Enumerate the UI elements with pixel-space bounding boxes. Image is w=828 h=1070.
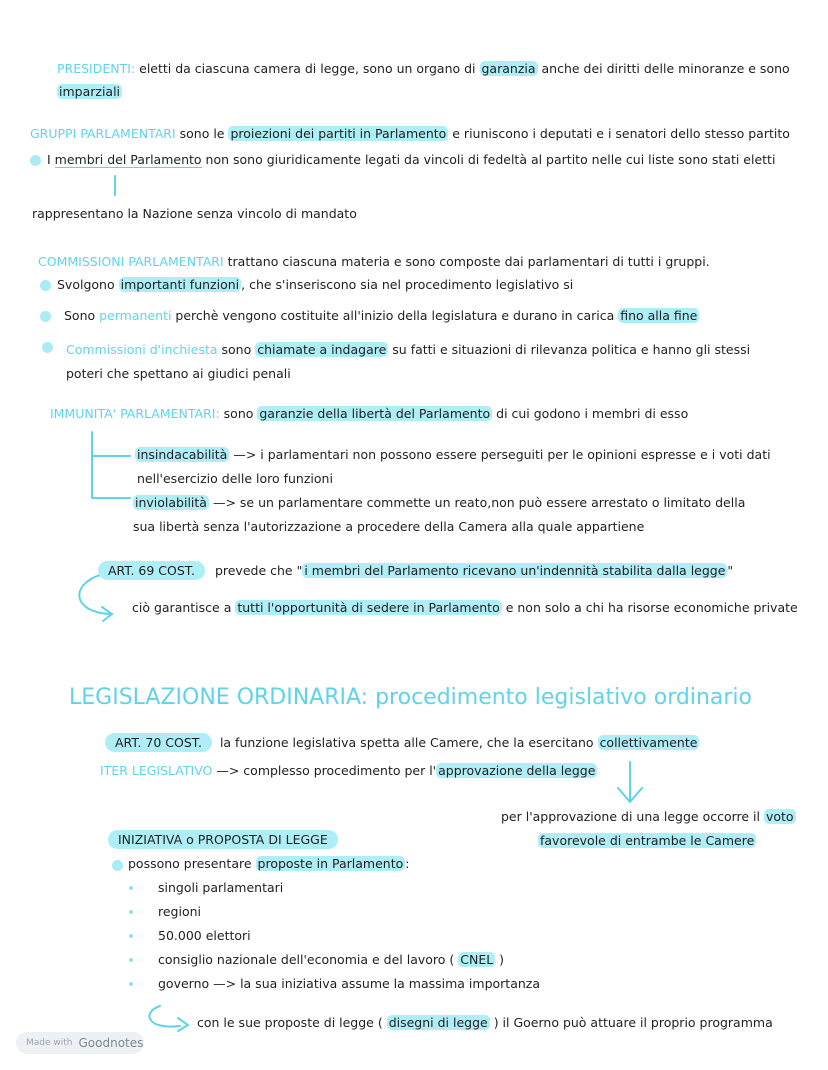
gruppi-bullet-underlined: membri del Parlamento <box>54 152 202 167</box>
gruppi-text: sono le <box>175 126 229 141</box>
list-dot <box>129 910 133 914</box>
gruppi-bullet <box>47 151 775 169</box>
text: sono <box>219 406 258 421</box>
list-dot <box>129 934 133 938</box>
highlight: garanzie della libertà del Parlamento <box>259 406 491 421</box>
presidenti-highlight-imparziali: imparziali <box>59 84 121 99</box>
text: su fatti e situazioni di rilevanza politica e hanno gli stessi <box>388 342 751 357</box>
gruppi-highlight: proiezioni dei partiti in Parlamento <box>230 126 447 141</box>
list-item: singoli parlamentari <box>158 880 284 895</box>
text: ciò garantisce a <box>132 600 236 615</box>
text: possono presentare <box>128 856 256 871</box>
highlight: tutti l'opportunità di sedere in Parlamento <box>237 600 500 615</box>
text: —> se un parlamentare commette un reato,non può essere arrestato o limitato della <box>208 495 746 510</box>
presidenti-line-1 <box>57 60 790 78</box>
inviolabilita <box>133 494 745 512</box>
art70-line <box>105 734 699 752</box>
gruppi-bullet-rest: non sono giuridicamente legati da vincoli di fedeltà al partito nelle cui liste sono stati eletti <box>201 152 776 167</box>
list-dot <box>129 958 133 962</box>
text: : <box>405 856 410 871</box>
text: perchè vengono costituite all'inizio della legislatura e durano in carica <box>171 308 619 323</box>
text: Sono <box>64 308 100 323</box>
text: Svolgono <box>57 277 119 292</box>
iniziativa-title: INIZIATIVA o PROPOSTA DI LEGGE <box>108 830 338 849</box>
text: sono <box>217 342 256 357</box>
text: per l'approvazione di una legge occorre il <box>501 809 764 824</box>
highlight: approvazione della legge <box>438 763 596 778</box>
commissioni-bullet-3-line-2: poteri che spettano ai giudici penali <box>66 366 291 381</box>
text: " <box>727 563 734 578</box>
art69-line <box>98 562 733 580</box>
goodnotes-badge <box>16 1032 144 1054</box>
highlight: insindacabilità <box>137 447 228 462</box>
iter-title: ITER LEGISLATIVO <box>100 763 213 778</box>
commissioni-title: COMMISSIONI PARLAMENTARI <box>38 254 224 269</box>
list-item-cnel <box>158 951 504 969</box>
presidenti-text-2: anche dei diritti delle minoranze e sono <box>537 61 790 76</box>
list-dot <box>129 982 133 986</box>
legislazione-heading: LEGISLAZIONE ORDINARIA: procedimento legislativo ordinario <box>69 685 752 710</box>
highlight: importanti funzioni <box>120 277 240 292</box>
highlight: inviolabilità <box>135 495 207 510</box>
highlight: CNEL <box>460 952 494 967</box>
bullet-dot <box>40 280 51 291</box>
art70-label: ART. 70 COST. <box>105 733 212 752</box>
commissioni-line-1 <box>38 253 710 271</box>
highlight: collettivamente <box>599 735 698 750</box>
highlight: fino alla fine <box>620 308 698 323</box>
governo-detail <box>197 1014 773 1032</box>
inviolabilita-line-2: sua libertà senza l'autorizzazione a procedere della Camera alla quale appartiene <box>133 519 645 534</box>
gruppi-title: GRUPPI PARLAMENTARI <box>30 126 176 141</box>
gruppi-bullet-pre: I <box>47 152 55 167</box>
highlight: favorevole di entrambe le Camere <box>540 833 755 848</box>
presidenti-line-2 <box>57 83 122 101</box>
iter-line <box>100 762 597 780</box>
badge-made-with: Made with <box>26 1038 73 1048</box>
presidenti-highlight-garanzia: garanzia <box>481 61 536 76</box>
highlight: disegni di legge <box>388 1015 488 1030</box>
list-dot <box>129 886 133 890</box>
highlight: i membri del Parlamento ricevano un'indennità stabilita dalla legge <box>304 563 726 578</box>
art69-label: ART. 69 COST. <box>98 561 205 580</box>
text: di cui godono i membri di esso <box>492 406 689 421</box>
immunita-line-1 <box>50 405 688 423</box>
bullet-dot <box>112 860 123 871</box>
bullet-dot <box>30 155 41 166</box>
insindacabilita <box>135 446 771 464</box>
commissioni-bullet-2 <box>64 307 699 325</box>
commissioni-bullet-1 <box>57 276 573 294</box>
gruppi-line-1 <box>30 125 790 143</box>
text: la funzione legislativa spetta alle Camere, che la esercitano <box>219 735 598 750</box>
text: consiglio nazionale dell'economia e del lavoro ( <box>158 952 459 967</box>
insindacabilita-line-2: nell'esercizio delle loro funzioni <box>137 471 333 486</box>
highlight: proposte in Parlamento <box>257 856 404 871</box>
text: con le sue proposte di legge ( <box>197 1015 387 1030</box>
text: ) <box>495 952 505 967</box>
text: —> i parlamentari non possono essere perseguiti per le opinioni espresse e i voti dati <box>229 447 771 462</box>
immunita-title: IMMUNITA' PARLAMENTARI: <box>50 406 220 421</box>
badge-brand: Goodnotes <box>78 1036 144 1050</box>
iniziativa-title-line <box>108 831 338 849</box>
commissioni-bullet-3 <box>66 341 750 359</box>
gruppi-text-2: e riuniscono i deputati e i senatori dello stesso partito <box>448 126 790 141</box>
gruppi-mandate: rappresentano la Nazione senza vincolo di mandato <box>32 206 357 221</box>
voto-line-1 <box>501 808 796 826</box>
iniziativa-bullet <box>128 855 409 873</box>
bullet-dot <box>40 311 51 322</box>
presidenti-title: PRESIDENTI: <box>57 61 136 76</box>
list-item: regioni <box>158 904 202 919</box>
text: ) il Goerno può attuare il proprio programma <box>489 1015 773 1030</box>
voto-line-2 <box>538 832 756 850</box>
presidenti-text: eletti da ciascuna camera di legge, sono un organo di <box>135 61 480 76</box>
highlight: chiamate a indagare <box>257 342 387 357</box>
accent-text: permanenti <box>99 308 172 323</box>
text: e non solo a chi ha risorse economiche private <box>501 600 798 615</box>
list-item: governo —> la sua iniziativa assume la massima importanza <box>158 976 540 991</box>
text: —> complesso procedimento per l' <box>212 763 437 778</box>
art69-consequence <box>132 599 798 617</box>
bullet-dot <box>42 342 53 353</box>
highlight: voto <box>765 809 794 824</box>
list-item: 50.000 elettori <box>158 928 251 943</box>
text: prevede che " <box>214 563 303 578</box>
accent-text: Commissioni d'inchiesta <box>66 342 218 357</box>
commissioni-text: trattano ciascuna materia e sono composte dai parlamentari di tutti i gruppi. <box>223 254 710 269</box>
text: , che s'inseriscono sia nel procedimento legislativo si <box>241 277 574 292</box>
